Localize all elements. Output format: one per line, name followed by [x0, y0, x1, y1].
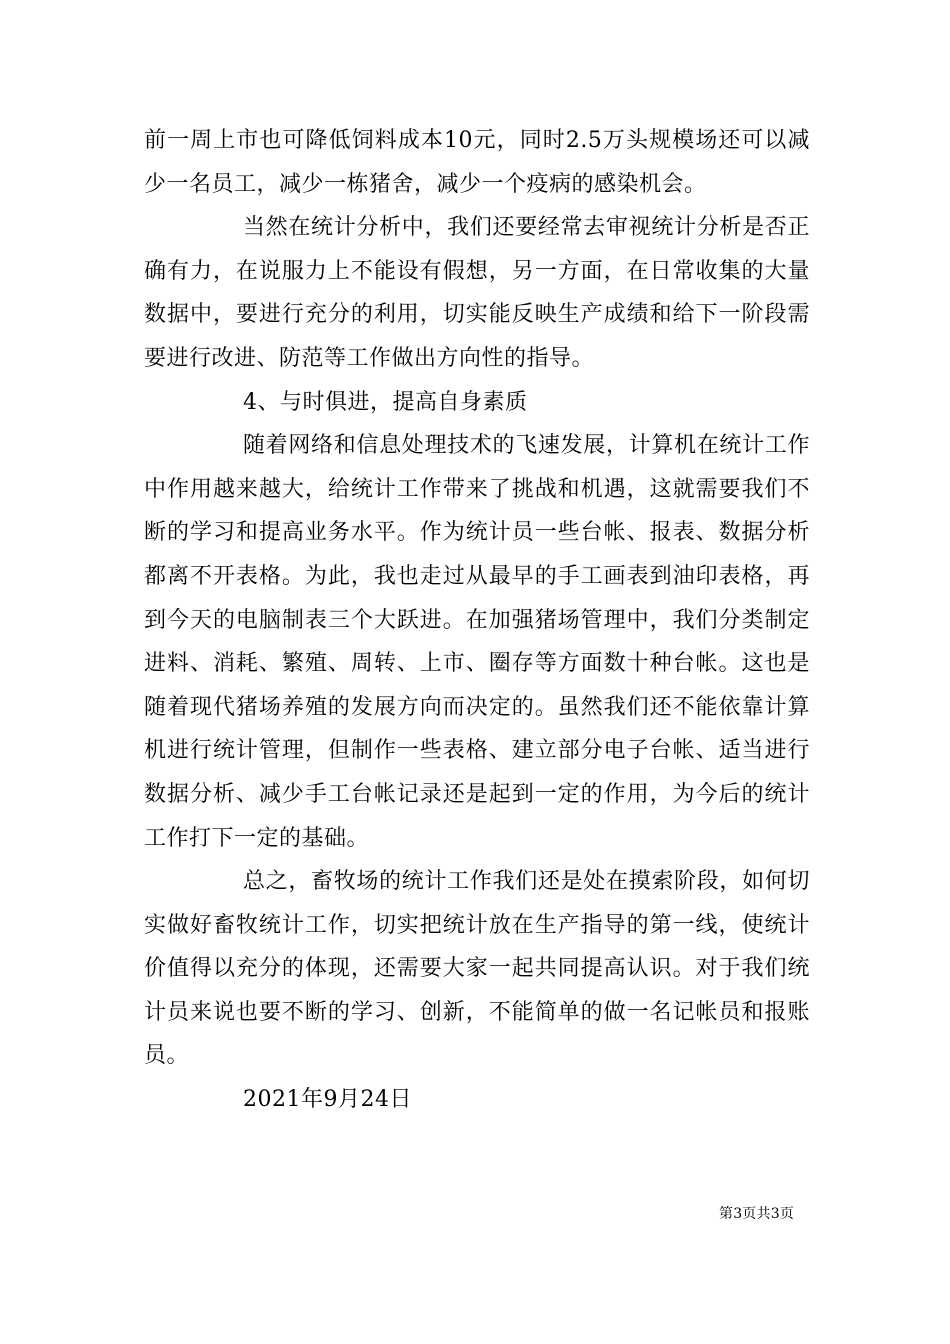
paragraph-analysis: 当然在统计分析中，我们还要经常去审视统计分析是否正确有力，在说服力上不能设有假想，另一方面，在日常收集的大量数据中，要进行充分的利用，切实能反映生产成绩和给下一阶段需要进行改进、防范等工作做出方向性的指导。 [144, 215, 810, 371]
page-number-footer: 第3页共3页 [719, 1206, 795, 1222]
paragraph-conclusion: 总之，畜牧场的统计工作我们还是处在摸索阶段，如何切实做好畜牧统计工作，切实把统计放在生产指导的第一线，使统计价值得以充分的体现，还需要大家一起共同提高认识。对于我们统计员来说也要不断的学习、创新，不能简单的做一名记帐员和报账员。 [144, 869, 810, 1069]
document-date: 2021年9月24日 [243, 1087, 412, 1113]
paragraph-continuation: 前一周上市也可降低饲料成本10元，同时2.5万头规模场还可以减少一名员工，减少一栋猪舍，减少一个疫病的感染机会。 [144, 128, 810, 197]
section-heading: 4、与时俱进，提高自身素质 [243, 389, 528, 415]
paragraph-technology: 随着网络和信息处理技术的飞速发展，计算机在统计工作中作用越来越大，给统计工作带来了挑战和机遇，这就需要我们不断的学习和提高业务水平。作为统计员一些台帐、报表、数据分析都离不开表格。为此，我也走过从最早的手工画表到油印表格，再到今天的电脑制表三个大跃进。在加强猪场管理中，我们分类制定进料、消耗、繁殖、周转、上市、圈存等方面数十种台帐。这也是随着现代猪场养殖的发展方向而决定的。虽然我们还不能依靠计算机进行统计管理，但制作一些表格、建立部分电子台帐、适当进行数据分析、减少手工台帐记录还是起到一定的作用，为今后的统计工作打下一定的基础。 [144, 433, 810, 851]
document-body [144, 119, 810, 1122]
